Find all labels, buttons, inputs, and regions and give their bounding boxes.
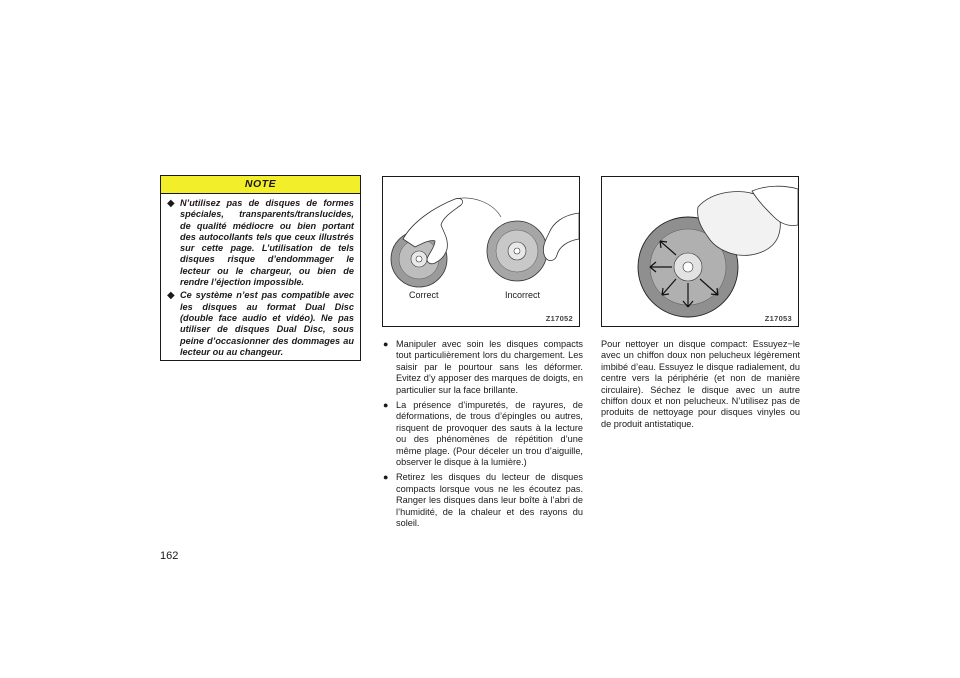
figure-disc-cleaning (601, 176, 799, 327)
bullet-icon: ● (383, 339, 389, 349)
note-box (160, 175, 361, 361)
page-number: 162 (160, 550, 179, 562)
list-item-text: La présence d’impuretés, de rayures, de déformations, de trous d’épingles ou autres, risquent de provoquer des sauts à la lecture ou des phénomènes de répétition d’une même plage. (Pour déceler un trou d’aiguille, observer le disque à la lumière.) (396, 400, 583, 468)
caption-correct: Correct (409, 290, 439, 300)
cleaning-instructions: Pour nettoyer un disque compact: Essuyez−le avec un chiffon doux non pelucheux légèrement imbibé d’eau. Essuyez le disque radialement, du centre vers la périphérie (et non de manière circulaire). Séchez le disque avec un autre chiffon doux et non pelucheux. N’utilisez pas de produits de nettoyage pour disques vinyles ou de produit antistatique. (601, 339, 800, 429)
hand-incorrect-icon (543, 213, 579, 261)
list-item (383, 472, 583, 529)
bullet-icon: ● (383, 472, 389, 483)
figure-code: Z17052 (545, 314, 573, 323)
note-body (161, 194, 360, 358)
note-item-text: Ce système n’est pas compatible avec les disques au format Dual Disc (double face audio et vidéo). Ne pas utiliser de disques Dual Disc, sous peine d’occasionner des dommages au lecteur ou au changeur. (180, 290, 354, 357)
diamond-bullet-icon: ◆ (167, 198, 175, 209)
note-header: NOTE (161, 176, 360, 194)
figure-code: Z17053 (764, 314, 792, 323)
figure-disc-handling (382, 176, 580, 327)
handling-instructions (383, 339, 583, 534)
list-item-text: Retirez les disques du lecteur de disques compacts lorsque vous ne les écoutez pas. Ranger les disques dans leur boîte à l’abri de l’humidité, de la chaleur et des rayons du soleil. (396, 472, 583, 529)
list-item-text: Manipuler avec soin les disques compacts tout particulièrement lors du chargement. Les saisir par le pourtour sans les déformer. Evitez d’y apposer des marques de doigts, en particulier sur la face brillante. (396, 339, 583, 395)
incorrect-disc-icon (487, 221, 547, 281)
caption-incorrect: Incorrect (505, 290, 541, 300)
disc-handling-illustration (383, 177, 579, 326)
note-item-text: N’utilisez pas de disques de formes spéciales, transparents/translucides, de qualité médiocre ou bien portant des autocollants tels que ceux illustrés sur cette page. L’utilisation de tels disques risque d’endommager le lecteur ou le chargeur, ou bien de rendre l’éjection impossible. (180, 198, 354, 288)
note-item (167, 198, 354, 288)
list-item (383, 339, 583, 396)
diamond-bullet-icon: ◆ (167, 290, 175, 302)
bullet-icon: ● (383, 400, 389, 411)
note-item (167, 290, 354, 358)
list-item (383, 400, 583, 468)
disc-cleaning-illustration (602, 177, 798, 326)
